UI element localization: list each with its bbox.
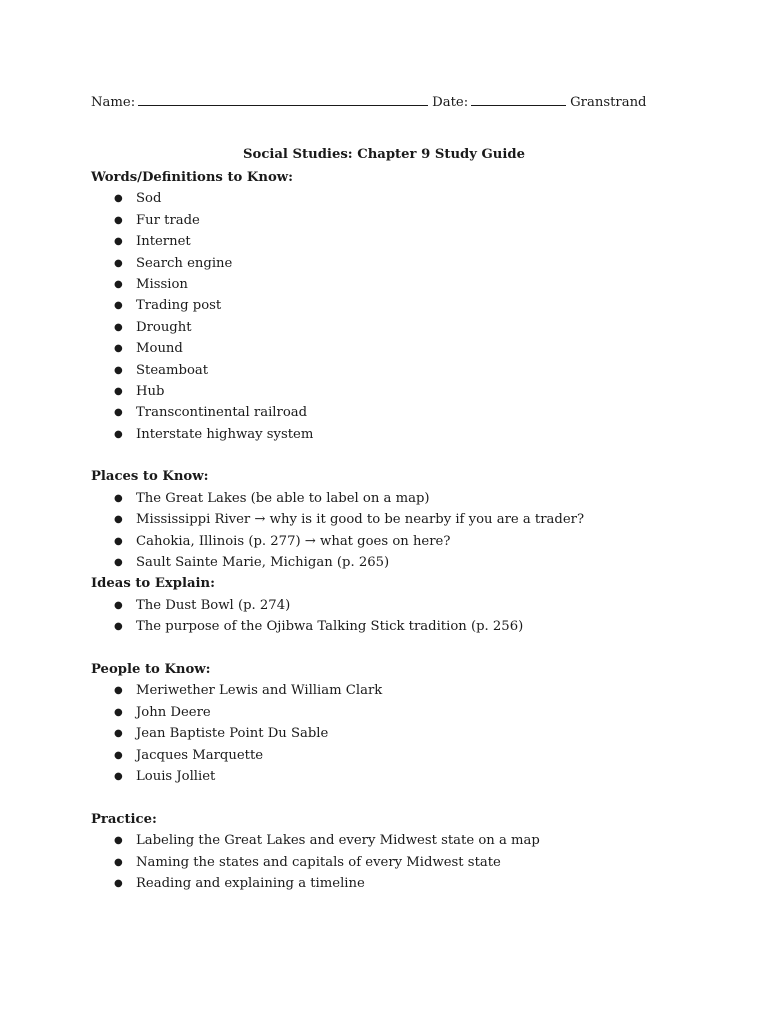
list-item: [91, 424, 711, 445]
bullet-icon: ●: [114, 557, 123, 569]
list-item: [91, 873, 711, 894]
bullet-icon: ●: [114, 535, 123, 547]
section-places: [91, 466, 711, 573]
bullet-icon: ●: [114, 407, 123, 419]
list-item-text: Jacques Marquette: [136, 747, 264, 763]
list-item: [91, 402, 711, 423]
list-item: [91, 702, 711, 723]
bullet-icon: ●: [114, 343, 123, 355]
list-item: [91, 852, 711, 873]
list-item: [91, 552, 711, 573]
bullet-icon: ●: [114, 749, 123, 761]
section-spacer: [91, 445, 711, 466]
section-heading-people: People to Know:: [91, 661, 211, 677]
document-title: Social Studies: Chapter 9 Study Guide: [243, 147, 525, 162]
date-blank: [471, 93, 566, 106]
list-item-text: Sault Sainte Marie, Michigan (p. 265): [136, 555, 390, 571]
list-item-text: The Great Lakes (be able to label on a map): [136, 490, 430, 506]
bullet-icon: ●: [114, 385, 123, 397]
list-item-text: Naming the states and capitals of every Midwest state: [136, 854, 501, 870]
ideas-list: [91, 595, 711, 638]
list-item: [91, 274, 711, 295]
list-item: [91, 381, 711, 402]
list-item-text: Interstate highway system: [136, 426, 314, 442]
list-item: [91, 253, 711, 274]
bullet-icon: ●: [114, 492, 123, 504]
practice-list: [91, 830, 711, 894]
list-item: [91, 616, 711, 637]
bullet-icon: ●: [114, 835, 123, 847]
list-item: [91, 509, 711, 530]
section-spacer: [91, 787, 711, 808]
list-item-text: Louis Jolliet: [136, 768, 216, 784]
bullet-icon: ●: [114, 300, 123, 312]
list-item: [91, 830, 711, 851]
bullet-icon: ●: [114, 364, 123, 376]
name-blank: [138, 93, 428, 106]
bullet-icon: ●: [114, 257, 123, 269]
bullet-icon: ●: [114, 599, 123, 611]
date-label: Date:: [432, 95, 469, 110]
list-item-text: Meriwether Lewis and William Clark: [136, 683, 383, 699]
bullet-icon: ●: [114, 193, 123, 205]
list-item: [91, 295, 711, 316]
bullet-icon: ●: [114, 621, 123, 633]
list-item-text: Reading and explaining a timeline: [136, 875, 365, 891]
list-item: [91, 210, 711, 231]
list-item-text: Labeling the Great Lakes and every Midwest state on a map: [136, 833, 540, 849]
list-item-text: Mound: [136, 341, 183, 357]
list-item-text: Drought: [136, 319, 192, 335]
name-label: Name:: [91, 95, 136, 110]
list-item: [91, 231, 711, 252]
list-item-text: Fur trade: [136, 212, 200, 228]
list-item: [91, 745, 711, 766]
list-item: [91, 317, 711, 338]
people-list: [91, 680, 711, 787]
section-heading-words: Words/Definitions to Know:: [91, 170, 293, 185]
section-heading-places: Places to Know:: [91, 469, 209, 485]
list-item-text: Sod: [136, 191, 162, 207]
bullet-icon: ●: [114, 236, 123, 248]
bullet-icon: ●: [114, 706, 123, 718]
bullet-icon: ●: [114, 428, 123, 440]
section-ideas: [91, 573, 711, 637]
section-heading-practice: Practice:: [91, 811, 157, 827]
list-item-text: Mission: [136, 276, 188, 292]
header-line: [91, 93, 647, 112]
section-spacer: [91, 638, 711, 659]
section-words: [91, 167, 711, 445]
teacher-name: Granstrand: [570, 95, 647, 110]
list-item-text: Trading post: [136, 298, 222, 314]
words-list: [91, 188, 711, 445]
list-item: [91, 766, 711, 787]
section-people: [91, 659, 711, 787]
list-item-text: Mississippi River → why is it good to be nearby if you are a trader?: [136, 512, 585, 528]
list-item-text: Search engine: [136, 255, 233, 271]
list-item-text: Internet: [136, 234, 191, 250]
bullet-icon: ●: [114, 856, 123, 868]
list-item: [91, 360, 711, 381]
list-item: [91, 338, 711, 359]
list-item: [91, 680, 711, 701]
list-item: [91, 723, 711, 744]
section-practice: [91, 809, 711, 895]
section-heading-ideas: Ideas to Explain:: [91, 576, 215, 592]
list-item-text: Cahokia, Illinois (p. 277) → what goes on here?: [136, 533, 451, 549]
bullet-icon: ●: [114, 685, 123, 697]
list-item: [91, 595, 711, 616]
list-item: [91, 531, 711, 552]
places-list: [91, 488, 711, 574]
list-item-text: The purpose of the Ojibwa Talking Stick tradition (p. 256): [136, 619, 524, 635]
bullet-icon: ●: [114, 877, 123, 889]
list-item-text: John Deere: [136, 704, 211, 720]
list-item: [91, 488, 711, 509]
bullet-icon: ●: [114, 770, 123, 782]
list-item: [91, 188, 711, 209]
list-item-text: Steamboat: [136, 362, 209, 378]
bullet-icon: ●: [114, 728, 123, 740]
bullet-icon: ●: [114, 214, 123, 226]
list-item-text: Hub: [136, 383, 165, 399]
study-guide-content: [91, 167, 711, 894]
bullet-icon: ●: [114, 514, 123, 526]
list-item-text: Transcontinental railroad: [136, 405, 308, 421]
list-item-text: Jean Baptiste Point Du Sable: [136, 726, 329, 742]
bullet-icon: ●: [114, 278, 123, 290]
list-item-text: The Dust Bowl (p. 274): [136, 597, 291, 613]
bullet-icon: ●: [114, 321, 123, 333]
